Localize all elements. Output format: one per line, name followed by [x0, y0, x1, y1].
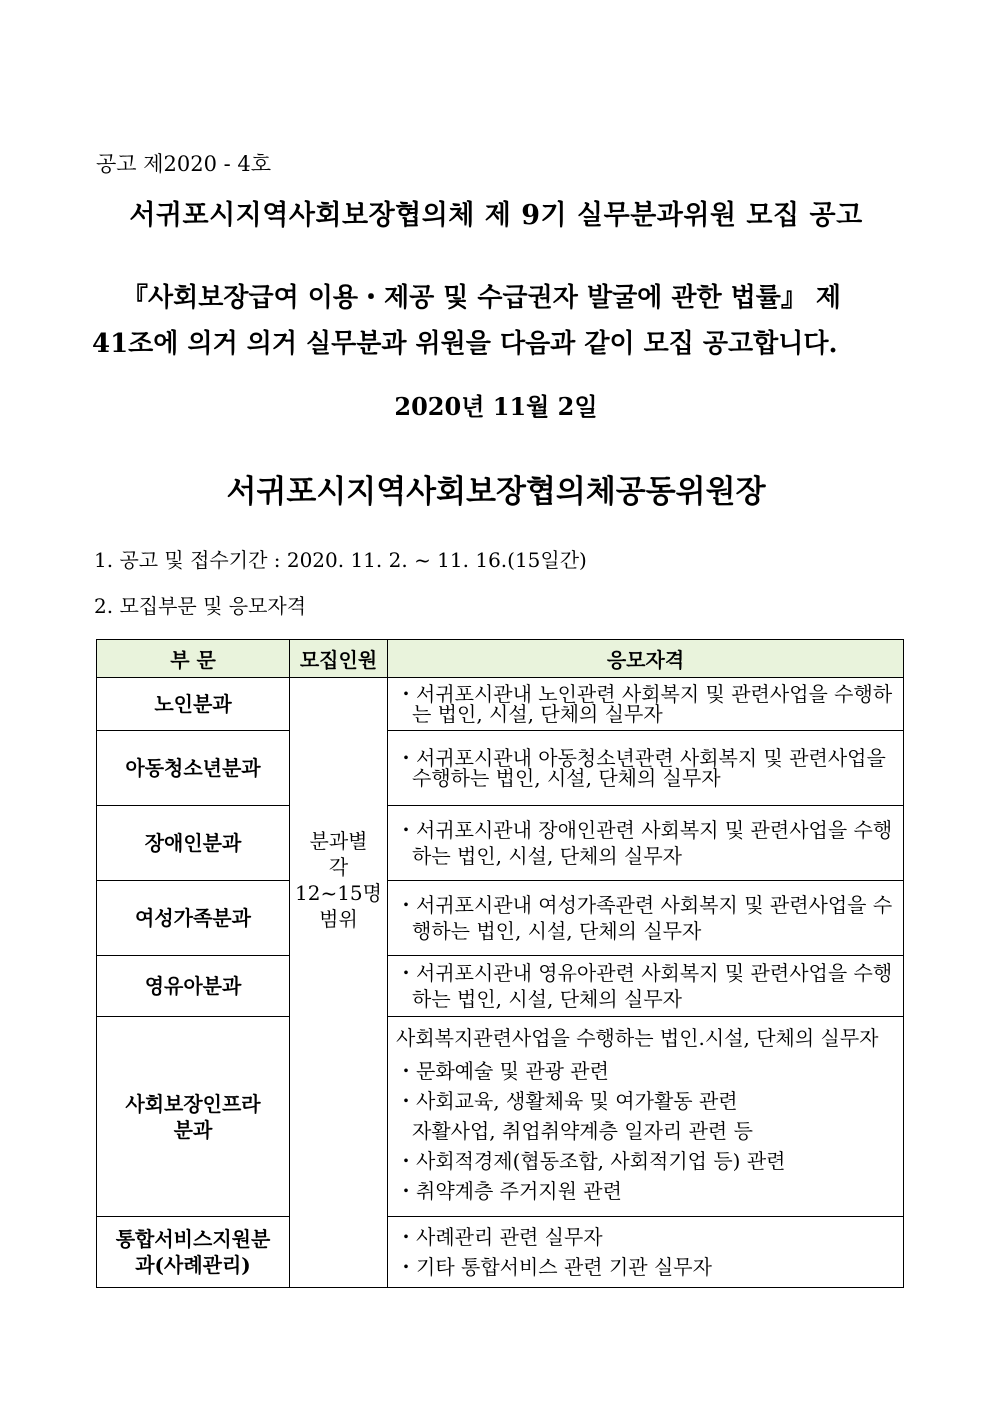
qualification-text: ・서귀포시관내 노인관련 사회복지 및 관련사업을 수행하는 법인, 시설, 단체의 실무자 — [396, 682, 893, 726]
count-cell — [290, 678, 388, 1288]
qualification-cell — [388, 1017, 904, 1217]
period-item: 1. 공고 및 접수기간 : 2020. 11. 2. ~ 11. 16.(15일간) — [94, 548, 587, 572]
category-cell — [97, 1017, 290, 1217]
notice-number: 공고 제2020 - 4호 — [96, 152, 272, 176]
qualification-text: ・사회적경제(협동조합, 사회적기업 등) 관련 — [396, 1148, 786, 1173]
intro-paragraph — [92, 275, 892, 367]
qualification-cell — [388, 1217, 904, 1288]
intro-line-2: 41조에 의거 의거 실무분과 위원을 다음과 같이 모집 공고합니다. — [92, 329, 838, 359]
qualification-text: ・서귀포시관내 영유아관련 사회복지 및 관련사업을 수행하는 법인, 시설, 단체의 실무자 — [396, 961, 893, 1011]
table-row — [97, 806, 904, 881]
category-line: 통합서비스지원분 — [115, 1227, 271, 1251]
count-line: 12~15명 — [295, 881, 382, 905]
qualification-cell — [388, 881, 904, 956]
qualification-text: ・서귀포시관내 장애인관련 사회복지 및 관련사업을 수행하는 법인, 시설, 단체의 실무자 — [396, 818, 893, 868]
document-title: 서귀포시지역사회보장협의체 제 9기 실무분과위원 모집 공고 — [129, 200, 863, 231]
qualification-intro: 사회복지관련사업을 수행하는 법인.시설, 단체의 실무자 — [396, 1025, 879, 1050]
qualification-text: ・기타 통합서비스 관련 기관 실무자 — [396, 1255, 712, 1279]
table-row — [97, 1017, 904, 1217]
qualification-text: ・서귀포시관내 아동청소년관련 사회복지 및 관련사업을 수행하는 법인, 시설, 단체의 실무자 — [396, 746, 886, 790]
table-row — [97, 881, 904, 956]
count-line: 분과별 — [309, 829, 368, 853]
qualification-cell — [388, 956, 904, 1017]
table-header-row — [97, 640, 904, 678]
table-row — [97, 678, 904, 731]
recruitment-table — [96, 639, 904, 1288]
section-item: 2. 모집부문 및 응모자격 — [94, 594, 307, 618]
category-cell: 아동청소년분과 — [97, 731, 290, 806]
category-line: 과(사례관리) — [135, 1253, 251, 1277]
count-line: 범위 — [319, 907, 358, 931]
category-line: 사회보장인프라 — [125, 1091, 261, 1116]
qualification-text: ・사회교육, 생활체육 및 여가활동 관련 — [396, 1088, 738, 1113]
table-row — [97, 956, 904, 1017]
announcement-date: 2020년 11월 2일 — [394, 392, 598, 421]
category-cell: 노인분과 — [97, 678, 290, 731]
header-category: 부 문 — [97, 640, 290, 678]
table-row — [97, 731, 904, 806]
category-line: 분과 — [173, 1117, 213, 1142]
intro-line-1: 『사회보장급여 이용・제공 및 수급권자 발굴에 관한 법률』 제 — [122, 283, 842, 313]
category-cell: 여성가족분과 — [97, 881, 290, 956]
qualification-text: ・문화예술 및 관광 관련 — [396, 1058, 609, 1083]
qualification-text: ・사례관리 관련 실무자 — [396, 1225, 603, 1249]
organization-name: 서귀포시지역사회보장협의체공동위원장 — [226, 474, 766, 510]
header-count: 모집인원 — [290, 640, 388, 678]
count-line: 각 — [328, 855, 349, 879]
qualification-cell — [388, 678, 904, 731]
category-cell: 영유아분과 — [97, 956, 290, 1017]
qualification-text: 자활사업, 취업취약계층 일자리 관련 등 — [412, 1118, 753, 1143]
header-qualification: 응모자격 — [388, 640, 904, 678]
category-cell: 장애인분과 — [97, 806, 290, 881]
qualification-text: ・취약계층 주거지원 관련 — [396, 1178, 622, 1203]
qualification-text: ・서귀포시관내 여성가족관련 사회복지 및 관련사업을 수행하는 법인, 시설, 단체의 실무자 — [396, 893, 893, 943]
table-row — [97, 1217, 904, 1288]
qualification-cell — [388, 806, 904, 881]
qualification-cell — [388, 731, 904, 806]
category-cell — [97, 1217, 290, 1288]
